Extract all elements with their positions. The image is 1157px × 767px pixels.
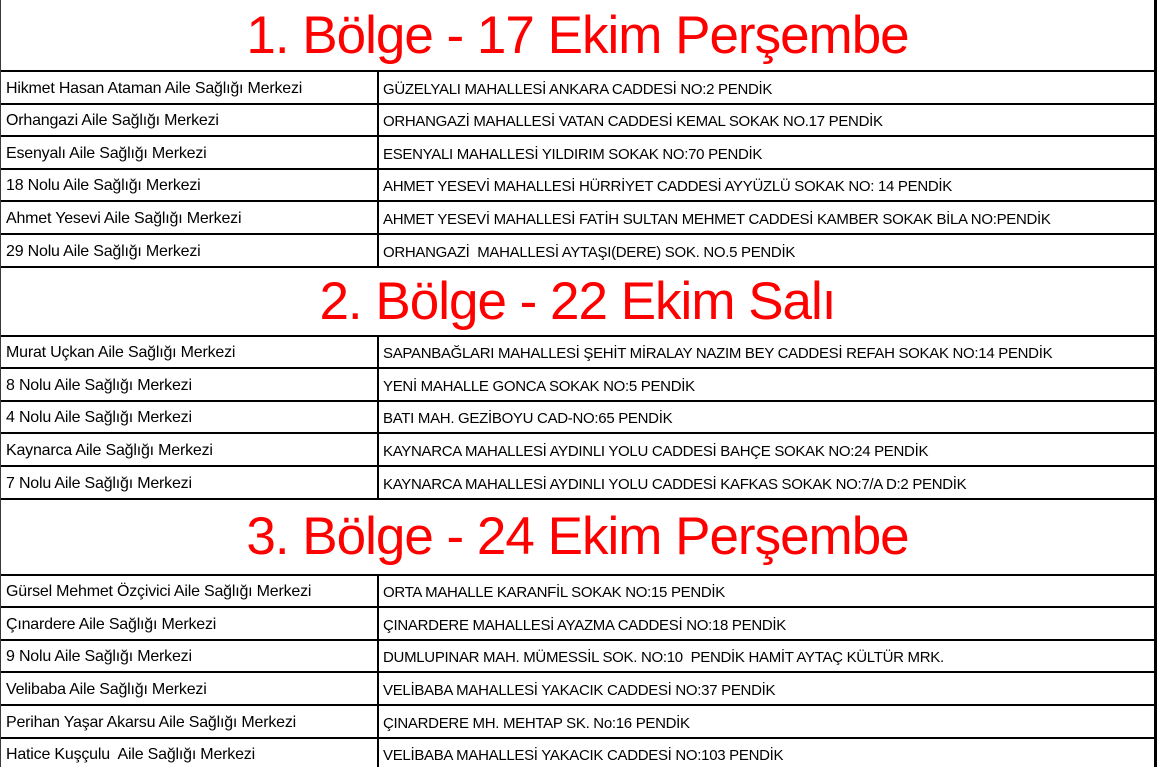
asm-name-cell: 8 Nolu Aile Sağlığı Merkezi (1, 369, 379, 400)
asm-name-cell: Hatice Kuşçulu Aile Sağlığı Merkezi (1, 739, 379, 767)
asm-address-cell: ORHANGAZİ MAHALLESİ AYTAŞI(DERE) SOK. NO.5 PENDİK (383, 243, 796, 261)
asm-address-cell: ESENYALI MAHALLESİ YILDIRIM SOKAK NO:70 PENDİK (383, 145, 763, 163)
asm-name-cell: 29 Nolu Aile Sağlığı Merkezi (1, 235, 379, 266)
table-row (1, 434, 1154, 467)
section-3-title: 3. Bölge - 24 Ekim Perşembe (1, 500, 1154, 576)
asm-address-cell: GÜZELYALI MAHALLESİ ANKARA CADDESİ NO:2 PENDİK (383, 80, 773, 98)
asm-name-cell: 7 Nolu Aile Sağlığı Merkezi (1, 467, 379, 498)
table-row (1, 706, 1154, 739)
asm-address-cell: ÇINARDERE MAHALLESİ AYAZMA CADDESİ NO:18 PENDİK (383, 616, 786, 634)
asm-address-cell: AHMET YESEVİ MAHALLESİ HÜRRİYET CADDESİ AYYÜZLÜ SOKAK NO: 14 PENDİK (383, 178, 952, 196)
asm-address-cell: ORHANGAZİ MAHALLESİ VATAN CADDESİ KEMAL SOKAK NO.17 PENDİK (383, 113, 883, 131)
asm-address-cell: YENİ MAHALLE GONCA SOKAK NO:5 PENDİK (383, 377, 695, 395)
asm-name-cell: Çınardere Aile Sağlığı Merkezi (1, 608, 379, 639)
asm-name-cell: Hikmet Hasan Ataman Aile Sağlığı Merkezi (1, 72, 379, 103)
table-row (1, 576, 1154, 609)
asm-name-cell: Velibaba Aile Sağlığı Merkezi (1, 673, 379, 704)
table-row (1, 137, 1154, 170)
asm-address-cell: SAPANBAĞLARI MAHALLESİ ŞEHİT MİRALAY NAZIM BEY CADDESİ REFAH SOKAK NO:14 PENDİK (383, 345, 1053, 363)
section-2-title: 2. Bölge - 22 Ekim Salı (1, 268, 1154, 337)
asm-name-cell: 4 Nolu Aile Sağlığı Merkezi (1, 402, 379, 433)
table-row (1, 402, 1154, 435)
asm-address-cell: ÇINARDERE MH. MEHTAP SK. No:16 PENDİK (383, 714, 690, 732)
table-row (1, 369, 1154, 402)
table-row (1, 337, 1154, 370)
asm-address-cell: VELİBABA MAHALLESİ YAKACIK CADDESİ NO:103 PENDİK (383, 747, 784, 765)
asm-name-cell: Perihan Yaşar Akarsu Aile Sağlığı Merkezi (1, 706, 379, 737)
section-1-title: 1. Bölge - 17 Ekim Perşembe (1, 0, 1154, 72)
table-row (1, 202, 1154, 235)
table-row (1, 170, 1154, 203)
asm-name-cell: Murat Uçkan Aile Sağlığı Merkezi (1, 337, 379, 368)
table-row (1, 235, 1154, 268)
asm-name-cell: Orhangazi Aile Sağlığı Merkezi (1, 105, 379, 136)
table-row (1, 608, 1154, 641)
asm-name-cell: Ahmet Yesevi Aile Sağlığı Merkezi (1, 202, 379, 233)
asm-address-cell: KAYNARCA MAHALLESİ AYDINLI YOLU CADDESİ KAFKAS SOKAK NO:7/A D:2 PENDİK (383, 475, 967, 493)
asm-name-cell: Kaynarca Aile Sağlığı Merkezi (1, 434, 379, 465)
asm-name-cell: Gürsel Mehmet Özçivici Aile Sağlığı Merkezi (1, 576, 379, 607)
table-row (1, 739, 1154, 767)
asm-name-cell: 9 Nolu Aile Sağlığı Merkezi (1, 641, 379, 672)
table-row (1, 673, 1154, 706)
asm-name-cell: Esenyalı Aile Sağlığı Merkezi (1, 137, 379, 168)
asm-address-cell: BATI MAH. GEZİBOYU CAD-NO:65 PENDİK (383, 410, 673, 428)
asm-address-cell: KAYNARCA MAHALLESİ AYDINLI YOLU CADDESİ BAHÇE SOKAK NO:24 PENDİK (383, 442, 929, 460)
asm-address-cell: ORTA MAHALLE KARANFİL SOKAK NO:15 PENDİK (383, 584, 726, 602)
table-row (1, 105, 1154, 138)
asm-name-cell: 18 Nolu Aile Sağlığı Merkezi (1, 170, 379, 201)
asm-address-cell: AHMET YESEVİ MAHALLESİ FATİH SULTAN MEHMET CADDESİ KAMBER SOKAK BİLA NO:PENDİK (383, 210, 1051, 228)
table-row (1, 641, 1154, 674)
table-row (1, 467, 1154, 500)
asm-address-cell: VELİBABA MAHALLESİ YAKACIK CADDESİ NO:37 PENDİK (383, 681, 776, 699)
table-row (1, 72, 1154, 105)
asm-address-cell: DUMLUPINAR MAH. MÜMESSİL SOK. NO:10 PENDİK HAMİT AYTAÇ KÜLTÜR MRK. (383, 649, 944, 667)
